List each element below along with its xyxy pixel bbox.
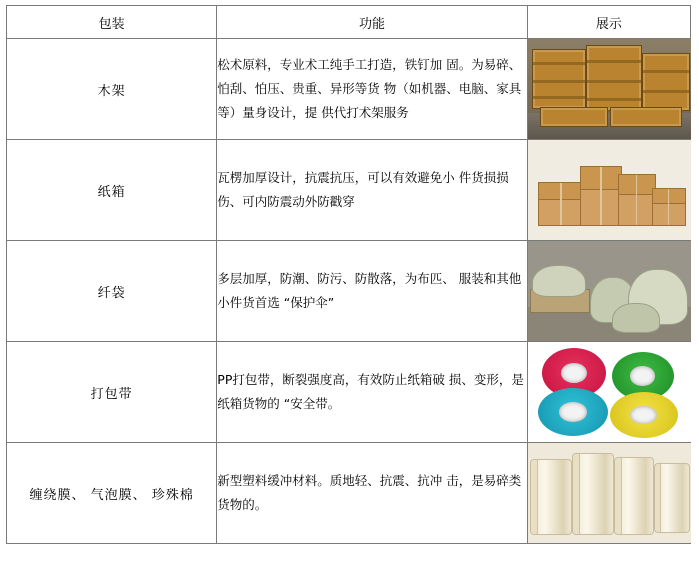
package-name: 木架 — [7, 39, 217, 140]
film-roll-end — [531, 460, 538, 534]
table-row — [7, 39, 691, 140]
carton-tape — [600, 167, 602, 225]
strapping-roll-blue — [538, 388, 608, 436]
package-name: 打包带 — [7, 342, 217, 443]
package-name: 纤袋 — [7, 241, 217, 342]
demo-image-wrap — [528, 443, 691, 543]
film-roll-end — [615, 458, 622, 534]
carton-unit — [652, 188, 686, 226]
package-demo-cell — [527, 443, 690, 544]
package-name: 缠绕膜、 气泡膜、 珍殊棉 — [7, 443, 217, 544]
woven-bag — [612, 303, 660, 333]
table-row — [7, 241, 691, 342]
table-row — [7, 443, 691, 544]
package-function: 瓦楞加厚设计，抗震抗压，可以有效避免小 件货损损伤、可内防震动外防戳穿 — [217, 140, 527, 241]
carton-unit — [618, 174, 656, 226]
crate-unit — [610, 107, 682, 127]
roll-core — [561, 363, 587, 383]
roll-core — [630, 406, 657, 424]
package-function: 多层加厚，防潮、防污、防散落，为布匹、 服装和其他小件货首选 “保护伞” — [217, 241, 527, 342]
strapping-roll-photo — [528, 342, 691, 442]
film-roll-end — [655, 464, 661, 532]
strapping-roll-yellow — [610, 392, 678, 438]
roll-core — [559, 402, 587, 421]
table-row — [7, 140, 691, 241]
column-header-package: 包装 — [7, 6, 217, 39]
demo-image-wrap — [528, 342, 691, 442]
demo-image-wrap — [528, 39, 691, 139]
carton-tape — [636, 175, 637, 225]
woven-bag-photo — [528, 241, 691, 341]
film-roll — [614, 457, 654, 535]
package-function: PP打包带，断裂强度高，有效防止纸箱破 损、变形，是纸箱货物的 “安全带。 — [217, 342, 527, 443]
crate-slat — [533, 96, 585, 99]
crate-unit — [586, 45, 642, 111]
roll-core — [630, 366, 655, 385]
column-header-function: 功能 — [217, 6, 527, 39]
film-roll — [530, 459, 572, 535]
crate-unit — [540, 107, 608, 127]
package-demo-cell — [527, 140, 690, 241]
film-roll — [572, 453, 614, 535]
packaging-table — [6, 5, 691, 544]
package-function: 松术原料，专业术工纯手工打造，铁钉加 固。为易碎、怕刮、怕压、贵重、异形等货 物（如机器、电脑、家具等）量身设计，提 供代打术架服务 — [217, 39, 527, 140]
demo-image-wrap — [528, 241, 691, 341]
crate-slat — [643, 70, 689, 73]
carton-unit — [580, 166, 622, 226]
film-roll-end — [573, 454, 580, 534]
stretch-film-photo — [528, 443, 691, 543]
table-header — [7, 6, 691, 39]
crate-slat — [587, 60, 641, 63]
package-demo-cell — [527, 342, 690, 443]
package-demo-cell — [527, 39, 690, 140]
crate-slat — [533, 80, 585, 83]
crate-slat — [587, 80, 641, 83]
table-body — [7, 39, 691, 544]
column-header-demo: 展示 — [527, 6, 690, 39]
crate-unit — [532, 49, 586, 109]
carton-unit — [538, 182, 584, 226]
crate-slat — [587, 98, 641, 101]
packaging-table-page — [0, 5, 699, 575]
crate-slat — [643, 90, 689, 93]
carton-box-photo — [528, 140, 691, 240]
table-row — [7, 342, 691, 443]
demo-image-wrap — [528, 140, 691, 240]
package-demo-cell — [527, 241, 690, 342]
package-function: 新型塑料缓冲材料。质地轻、抗震、抗冲 击，是易碎类货物的。 — [217, 443, 527, 544]
woven-bag — [532, 265, 586, 297]
crate-unit — [642, 53, 690, 111]
crate-slat — [533, 62, 585, 65]
wooden-crate-photo — [528, 39, 691, 139]
carton-tape — [668, 189, 669, 225]
carton-tape — [560, 183, 562, 225]
film-roll — [654, 463, 690, 533]
table-header-row — [7, 6, 691, 39]
package-name: 纸箱 — [7, 140, 217, 241]
